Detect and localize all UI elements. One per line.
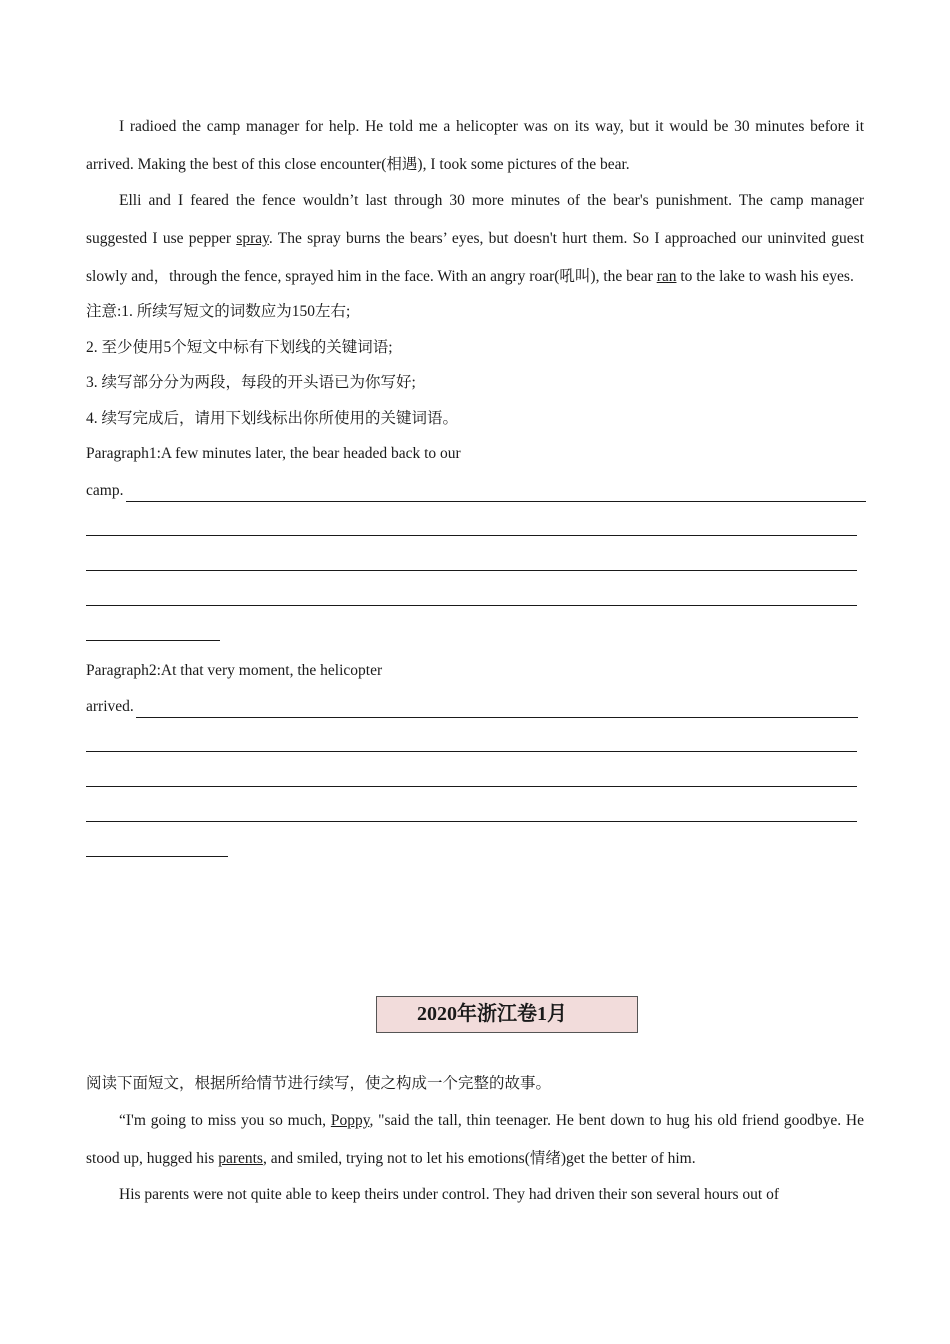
underlined-keyword: parents: [218, 1150, 263, 1167]
paragraph1-prompt-end: camp.: [86, 481, 124, 499]
answer-blank[interactable]: [126, 501, 866, 502]
story-text: Elli and I feared the fence wouldn’t last through 30 more minutes of the bear's punishment. The camp manager suggested I use pepper: [86, 192, 864, 247]
answer-line-short[interactable]: [86, 615, 864, 650]
answer-blank[interactable]: [136, 717, 858, 718]
paragraph2-prompt-end: arrived.: [86, 698, 134, 715]
story-paragraph: [86, 1102, 864, 1178]
story-text: to the lake to wash his eyes.: [676, 268, 854, 285]
answer-line[interactable]: [86, 726, 864, 761]
section-title-box: [376, 996, 638, 1033]
story-text: , and smiled, trying not to let his emotions(情绪)get the better of him.: [262, 1150, 696, 1167]
instruction-text: 阅读下面短文，根据所给情节进行续写，使之构成一个完整的故事。: [86, 1075, 552, 1092]
section-title: 2020年浙江卷1月: [417, 1003, 567, 1025]
story-text: . The spray burns the bears’ eyes, but doesn't hurt them. So I approached our uninvited guest slowly and，through the fence, sprayed him in the face. With an angry roar(吼叫), the bear: [86, 230, 865, 285]
note-item: 4. 续写完成后，请用下划线标出你所使用的关键词语。: [86, 409, 459, 427]
story-paragraph: [86, 182, 864, 296]
note-item: 3. 续写部分分为两段，每段的开头语已为你写好;: [86, 374, 416, 391]
paragraph2-prompt: Paragraph2:At that very moment, the helicopter: [86, 661, 383, 679]
story-paragraph: [86, 108, 864, 184]
paragraph1-start-line[interactable]: [86, 472, 864, 510]
story-text: , "said the tall, thin teenager. He bent down to hug his old friend goodbye. He stood up, hugged his: [86, 1112, 865, 1167]
story-continuation-section: [86, 108, 864, 866]
note-item: 注意:1. 所续写短文的词数应为150左右;: [86, 303, 351, 320]
answer-line[interactable]: [86, 796, 864, 831]
underlined-keyword: ran: [656, 268, 677, 285]
underlined-keyword: Poppy: [330, 1112, 370, 1129]
story-text: “I'm going to miss you so much,: [119, 1112, 331, 1129]
note-item: 2. 至少使用5个短文中标有下划线的关键词语;: [86, 338, 393, 356]
story-paragraph: [86, 1176, 864, 1214]
answer-line[interactable]: [86, 580, 864, 615]
answer-line[interactable]: [86, 545, 864, 580]
answer-line-short[interactable]: [86, 831, 864, 866]
story-text: I radioed the camp manager for help. He told me a helicopter was on its way, but it would be 30 minutes before it arrived. Making the best of this close encounter(相遇), I took some pictures of the bear.: [86, 118, 864, 173]
notes-list: [86, 294, 864, 436]
reading-section: [86, 1066, 864, 1212]
paragraph2-start-line[interactable]: [86, 688, 864, 726]
story-text: His parents were not quite able to keep theirs under control. They had driven their son several hours out of: [119, 1186, 779, 1203]
answer-line[interactable]: [86, 761, 864, 796]
underlined-keyword: spray: [236, 230, 269, 247]
answer-line[interactable]: [86, 510, 864, 545]
paragraph1-prompt: Paragraph1:A few minutes later, the bear headed back to our: [86, 445, 461, 462]
